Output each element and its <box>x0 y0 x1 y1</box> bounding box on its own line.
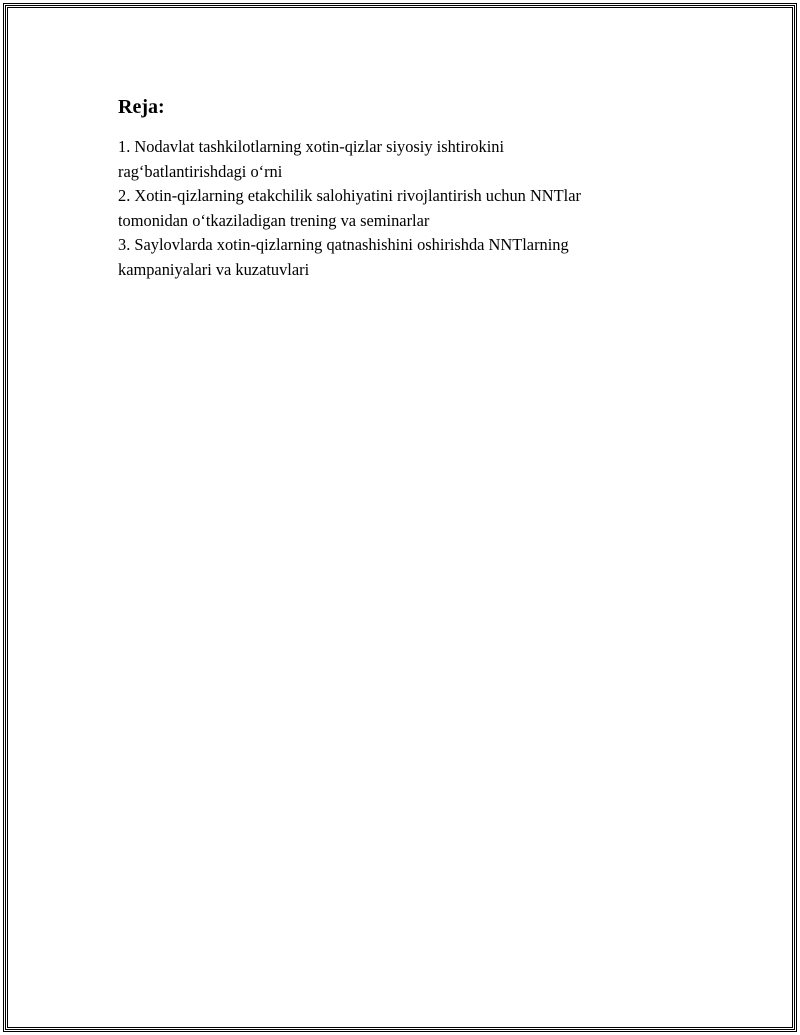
plan-list <box>118 135 678 282</box>
plan-item-3-line-2: kampaniyalari va kuzatuvlari <box>118 259 310 279</box>
plan-item-2 <box>118 184 678 233</box>
plan-item-2-line-1: 2. Xotin-qizlarning etakchilik salohiyatini rivojlantirish uchun NNTlar <box>118 186 581 205</box>
document-title: Reja: <box>118 96 165 118</box>
plan-item-1-line-2: rag‘batlantirishdagi o‘rni <box>118 161 283 181</box>
plan-item-3-line-1: 3. Saylovlarda xotin-qizlarning qatnashishini oshirishda NNTlarning <box>118 235 569 254</box>
plan-item-3 <box>118 233 678 282</box>
plan-item-1 <box>118 135 678 184</box>
plan-item-1-line-1: 1. Nodavlat tashkilotlarning xotin-qizlar siyosiy ishtirokini <box>118 137 505 156</box>
document-body <box>118 95 678 282</box>
plan-item-2-line-2: tomonidan o‘tkaziladigan trening va seminarlar <box>118 210 430 230</box>
